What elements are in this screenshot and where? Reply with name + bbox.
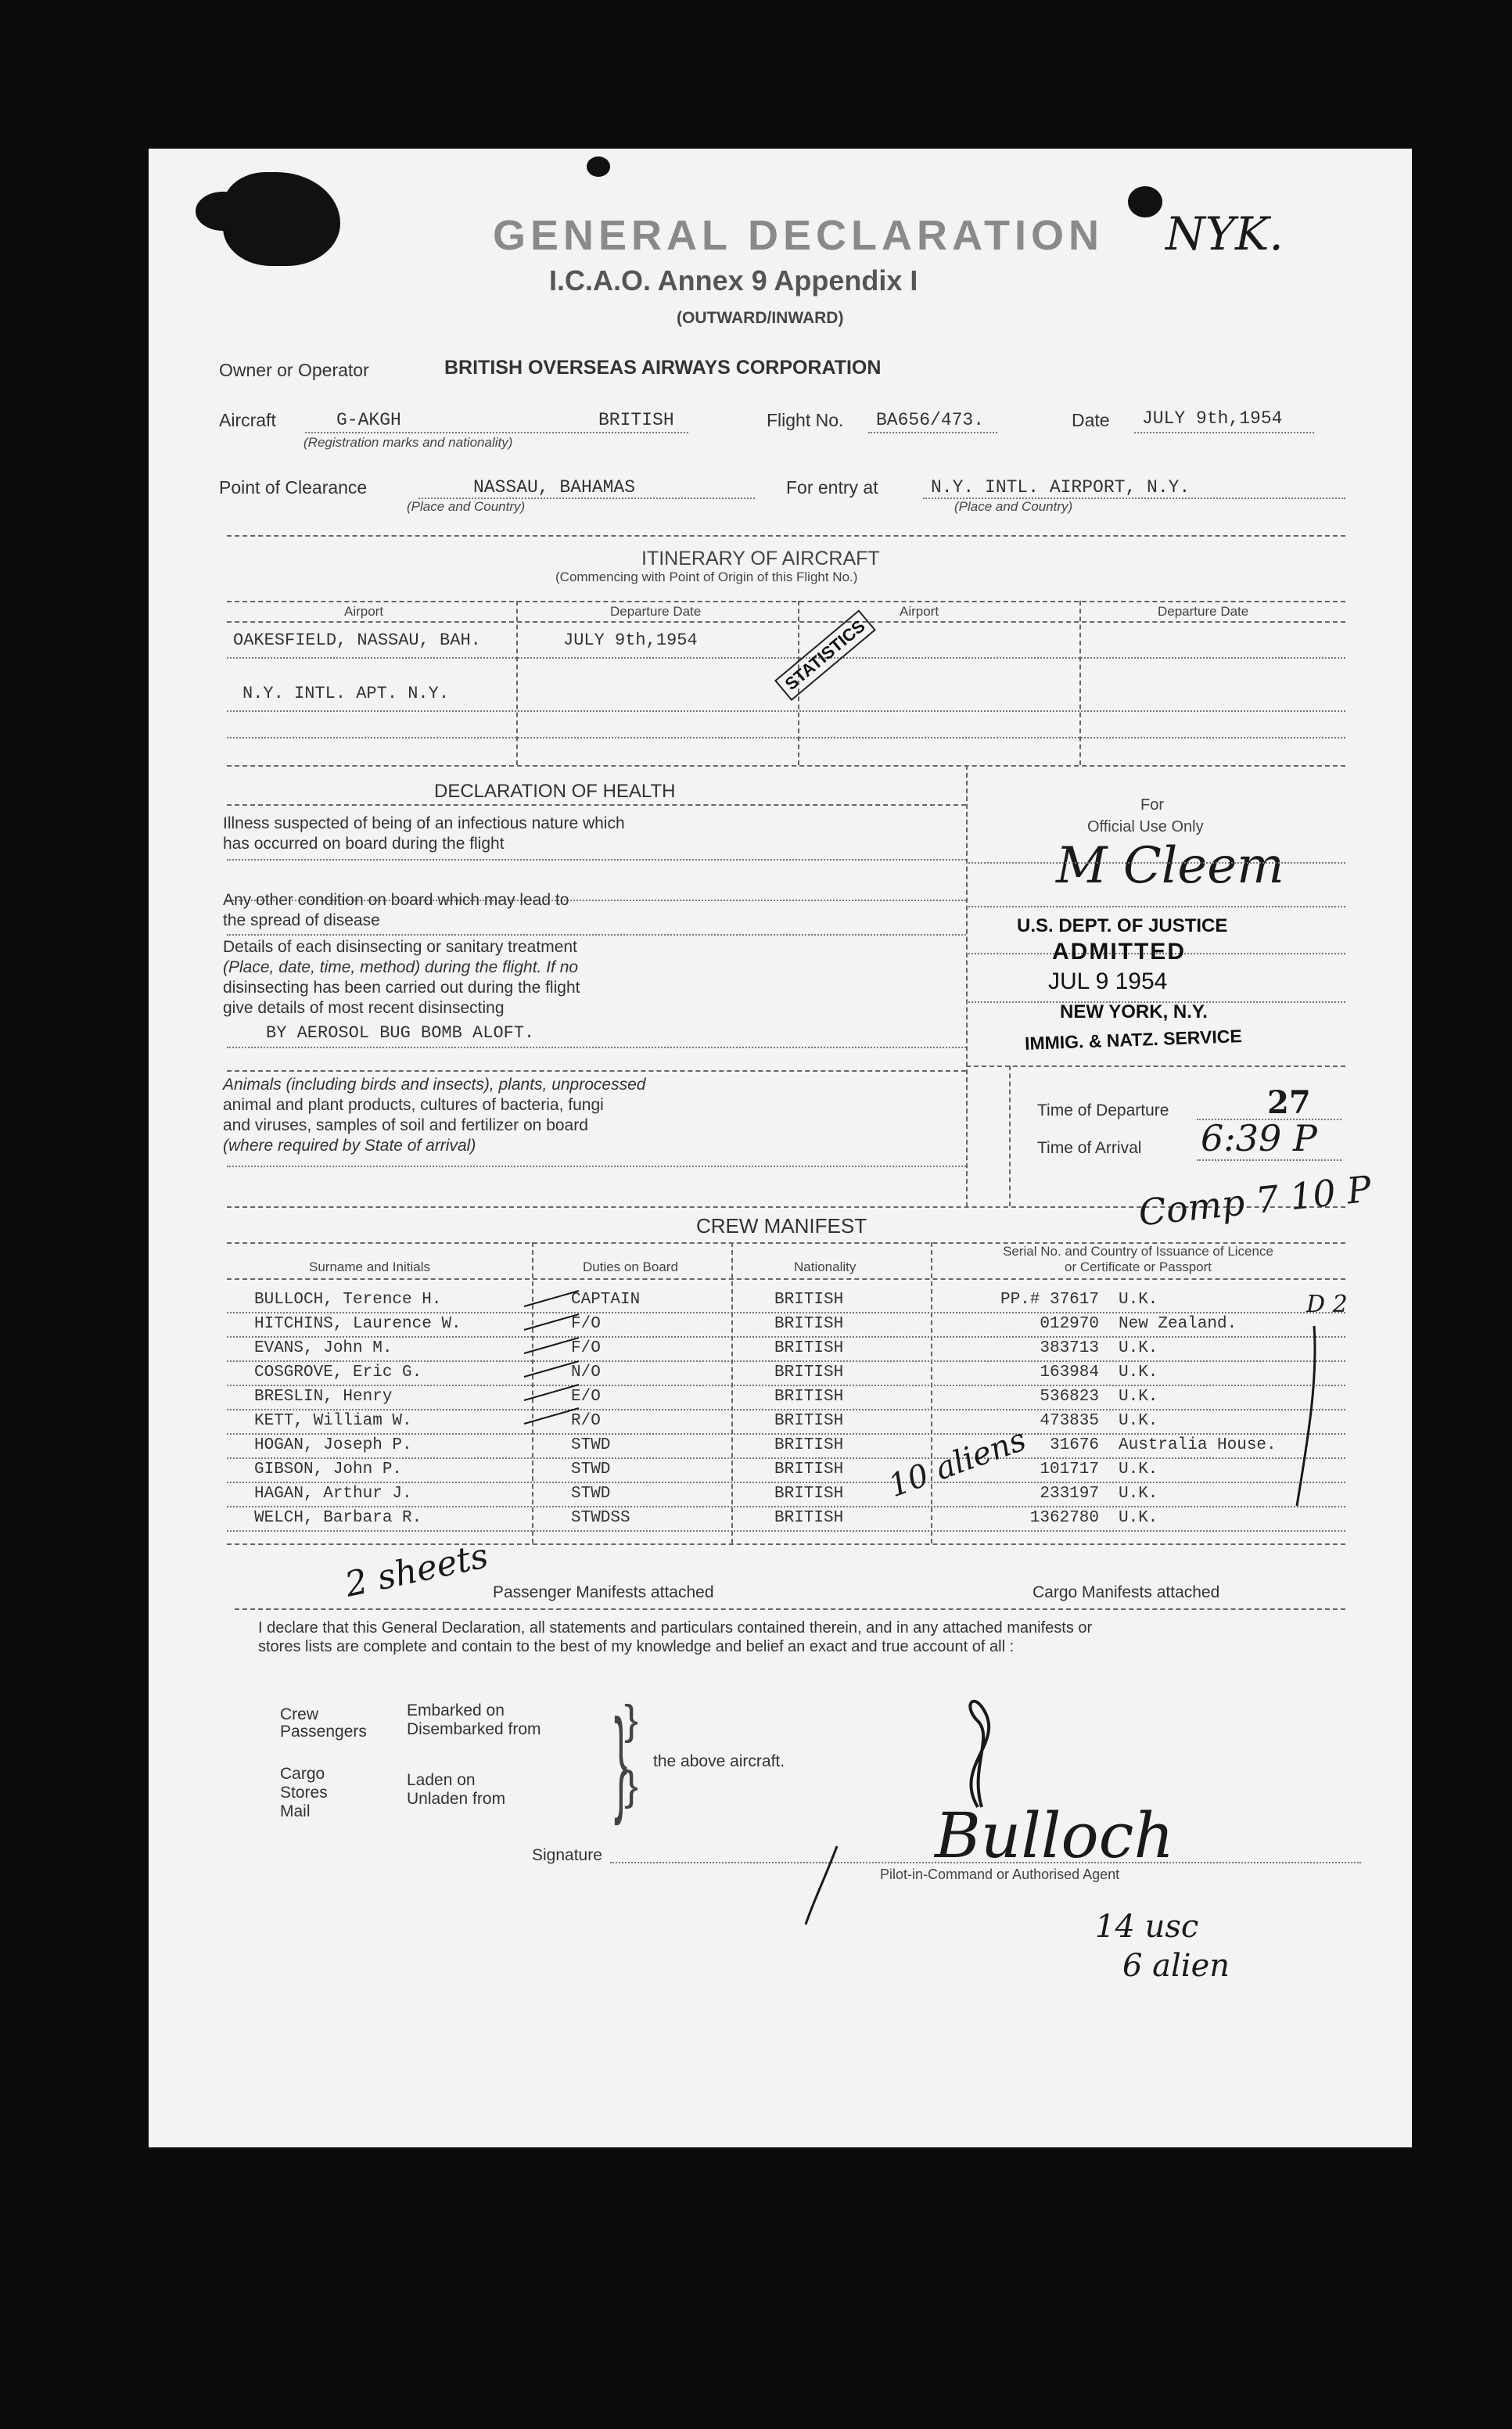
- duty-strike-marks: [516, 1283, 587, 1533]
- crew-name: WELCH, Barbara R.: [254, 1509, 422, 1527]
- flight-number: BA656/473.: [876, 410, 985, 430]
- crew-country: New Zealand.: [1119, 1315, 1237, 1333]
- handwritten-footer-note-2: 6 alien: [1122, 1948, 1230, 1984]
- pilot-signature: Bulloch: [935, 1799, 1174, 1872]
- ink-blot: [196, 192, 250, 231]
- stamp-location: NEW YORK, N.Y.: [1060, 1001, 1208, 1022]
- signature-label: Signature: [532, 1846, 602, 1864]
- aircraft-nationality: BRITISH: [598, 410, 674, 430]
- itinerary-header-airport-2: Airport: [900, 604, 939, 619]
- crew-duty: E/O: [571, 1388, 601, 1406]
- declaration-text-2: stores lists are complete and contain to the best of my knowledge and belief an exact and true account of all :: [258, 1638, 1015, 1655]
- crew-country: U.K.: [1119, 1509, 1158, 1527]
- crew-duty: STWD: [571, 1461, 611, 1479]
- aircraft-registration: G-AKGH: [336, 410, 401, 430]
- mail-label: Mail: [280, 1802, 311, 1820]
- stores-label: Stores: [280, 1784, 328, 1802]
- brace: }: [624, 1697, 639, 1744]
- large-brace: }: [614, 1694, 628, 1826]
- stamp-dept: U.S. DEPT. OF JUSTICE: [1017, 915, 1228, 936]
- date-value: JULY 9th,1954: [1142, 408, 1283, 429]
- crew-nationality: BRITISH: [774, 1291, 844, 1309]
- aircraft-caption: (Registration marks and nationality): [303, 435, 513, 450]
- crew-country: U.K.: [1119, 1364, 1158, 1382]
- crew-nationality: BRITISH: [774, 1461, 844, 1479]
- ink-blot: [1128, 186, 1162, 217]
- crew-duty: N/O: [571, 1364, 601, 1382]
- crew-duty: STWD: [571, 1485, 611, 1503]
- official-signature: M Cleem: [1056, 837, 1284, 895]
- crew-name: EVANS, John M.: [254, 1339, 393, 1357]
- crew-country: Australia House.: [1119, 1436, 1277, 1454]
- departure-time-value: 27: [1267, 1084, 1311, 1121]
- handwritten-corner-note: NYK.: [1165, 207, 1284, 261]
- crew-nationality: BRITISH: [774, 1315, 844, 1333]
- crew-name: HAGAN, Arthur J.: [254, 1485, 412, 1503]
- arrival-time-value: 6:39 P: [1201, 1117, 1317, 1159]
- crew-nationality: BRITISH: [774, 1412, 844, 1430]
- crew-serial: 101717: [1040, 1461, 1099, 1479]
- disinsecting-answer: BY AEROSOL BUG BOMB ALOFT.: [266, 1023, 535, 1043]
- date-label: Date: [1072, 410, 1110, 430]
- health-question-animals: Animals (including birds and insects), plants, unprocessed animal and plant products, cultures of bacteria, fungi and viruses, samples of soil and fertilizer on board (where required by State of arrival): [223, 1076, 646, 1155]
- cargo-label: Cargo: [280, 1765, 325, 1783]
- crew-serial: 1362780: [1029, 1509, 1099, 1527]
- handwritten-completion-note: Comp 7 10 P: [1136, 1167, 1374, 1234]
- direction-label: (OUTWARD/INWARD): [677, 309, 844, 327]
- crew-country: U.K.: [1119, 1461, 1158, 1479]
- crew-title: CREW MANIFEST: [696, 1214, 867, 1238]
- crew-duty: STWD: [571, 1436, 611, 1454]
- embarked-label: Embarked on: [407, 1701, 505, 1719]
- crew-serial: 233197: [1040, 1485, 1099, 1503]
- owner-label: Owner or Operator: [219, 360, 369, 380]
- crew-serial: 383713: [1040, 1339, 1099, 1357]
- crew-header-duty: Duties on Board: [583, 1259, 678, 1274]
- itinerary-row-1-airport: OAKESFIELD, NASSAU, BAH.: [233, 631, 481, 650]
- declaration-form: [149, 149, 1412, 2147]
- crew-serial: 012970: [1040, 1315, 1099, 1333]
- crew-nationality: BRITISH: [774, 1509, 844, 1527]
- pilot-in-command-label: Pilot-in-Command or Authorised Agent: [880, 1867, 1120, 1882]
- entry-value: N.Y. INTL. AIRPORT, N.Y.: [931, 477, 1191, 498]
- crew-label: Crew: [280, 1705, 319, 1723]
- itinerary-row-1-date: JULY 9th,1954: [563, 631, 698, 650]
- crew-country: U.K.: [1119, 1485, 1158, 1503]
- crew-nationality: BRITISH: [774, 1388, 844, 1406]
- crew-header-name: Surname and Initials: [309, 1259, 430, 1274]
- clearance-value: NASSAU, BAHAMAS: [473, 477, 636, 498]
- unladen-label: Unladen from: [407, 1790, 506, 1808]
- crew-header-serial: Serial No. and Country of Issuance of Licence or Certificate or Passport: [1003, 1244, 1273, 1274]
- above-aircraft-label: the above aircraft.: [653, 1752, 785, 1770]
- itinerary-header-date-2: Departure Date: [1158, 604, 1249, 619]
- signature-flourish: [939, 1674, 1017, 1815]
- crew-country: U.K.: [1119, 1388, 1158, 1406]
- health-title: DECLARATION OF HEALTH: [434, 781, 676, 802]
- official-use-label-2: Official Use Only: [1087, 818, 1204, 835]
- clearance-caption: (Place and Country): [407, 499, 526, 514]
- health-question-condition: Any other condition on board which may lead to the spread of disease: [223, 891, 569, 929]
- itinerary-subtitle: (Commencing with Point of Origin of this Flight No.): [555, 570, 858, 584]
- entry-label: For entry at: [786, 477, 878, 498]
- crew-duty: F/O: [571, 1315, 601, 1333]
- crew-header-nationality: Nationality: [794, 1259, 857, 1274]
- flight-label: Flight No.: [767, 410, 844, 430]
- itinerary-title: ITINERARY OF AIRCRAFT: [641, 548, 880, 570]
- crew-serial: 31676: [1049, 1436, 1099, 1454]
- stamp-date: JUL 9 1954: [1048, 968, 1168, 994]
- brace: }: [624, 1762, 639, 1809]
- itinerary-row-2-airport: N.Y. INTL. APT. N.Y.: [242, 684, 450, 703]
- form-subtitle: I.C.A.O. Annex 9 Appendix I: [549, 264, 918, 296]
- crew-serial: 163984: [1040, 1364, 1099, 1382]
- crew-name: BULLOCH, Terence H.: [254, 1291, 442, 1309]
- ink-blot: [587, 156, 610, 177]
- cargo-manifest-label: Cargo Manifests attached: [1033, 1583, 1220, 1601]
- aircraft-label: Aircraft: [219, 410, 276, 430]
- stamp-admitted: ADMITTED: [1052, 939, 1186, 965]
- handwritten-aliens-note: 10 aliens: [884, 1421, 1031, 1505]
- passengers-label: Passengers: [280, 1723, 367, 1741]
- crew-nationality: BRITISH: [774, 1436, 844, 1454]
- crew-name: KETT, William W.: [254, 1412, 412, 1430]
- handwritten-check-mark: [798, 1838, 845, 1932]
- declaration-text-1: I declare that this General Declaration, all statements and particulars contained therein, and in any attached manifests or: [258, 1619, 1093, 1637]
- handwritten-sheets-note: 2 sheets: [341, 1536, 492, 1605]
- crew-serial: 536823: [1040, 1388, 1099, 1406]
- crew-name: HOGAN, Joseph P.: [254, 1436, 412, 1454]
- departure-time-label: Time of Departure: [1037, 1101, 1169, 1119]
- crew-duty: STWDSS: [571, 1509, 630, 1527]
- crew-duty: CAPTAIN: [571, 1291, 641, 1309]
- crew-country: U.K.: [1119, 1412, 1158, 1430]
- crew-name: HITCHINS, Laurence W.: [254, 1315, 462, 1333]
- clearance-label: Point of Clearance: [219, 477, 368, 498]
- health-question-illness: Illness suspected of being of an infectious nature which has occurred on board during the flight: [223, 814, 625, 853]
- passenger-manifest-label: Passenger Manifests attached: [493, 1583, 714, 1601]
- health-question-disinsecting: Details of each disinsecting or sanitary treatment (Place, date, time, method) during the flight. If no disinsecting has been carried out during the flight give details of most recent disinsecting: [223, 938, 580, 1017]
- handwritten-bracket-line: [1283, 1322, 1330, 1510]
- disembarked-label: Disembarked from: [407, 1720, 541, 1738]
- handwritten-side-note: D 2: [1306, 1291, 1348, 1318]
- crew-serial: PP.# 37617: [1000, 1291, 1099, 1309]
- crew-name: BRESLIN, Henry: [254, 1388, 393, 1406]
- crew-duty: F/O: [571, 1339, 601, 1357]
- crew-name: COSGROVE, Eric G.: [254, 1364, 422, 1382]
- crew-serial: 473835: [1040, 1412, 1099, 1430]
- handwritten-footer-note-1: 14 usc: [1095, 1909, 1199, 1945]
- crew-name: GIBSON, John P.: [254, 1461, 403, 1479]
- form-title: GENERAL DECLARATION: [493, 212, 1104, 259]
- crew-duty: R/O: [571, 1412, 601, 1430]
- owner-value: BRITISH OVERSEAS AIRWAYS CORPORATION: [444, 357, 882, 379]
- laden-label: Laden on: [407, 1771, 476, 1789]
- official-use-label-1: For: [1140, 796, 1164, 814]
- itinerary-header-date: Departure Date: [610, 604, 702, 619]
- entry-caption: (Place and Country): [954, 499, 1073, 514]
- stamp-service: IMMIG. & NATZ. SERVICE: [1024, 1026, 1243, 1054]
- arrival-time-label: Time of Arrival: [1037, 1139, 1142, 1157]
- crew-nationality: BRITISH: [774, 1485, 844, 1503]
- crew-country: U.K.: [1119, 1291, 1158, 1309]
- itinerary-header-airport: Airport: [344, 604, 384, 619]
- crew-nationality: BRITISH: [774, 1339, 844, 1357]
- crew-nationality: BRITISH: [774, 1364, 844, 1382]
- statistics-stamp: STATISTICS: [774, 609, 876, 701]
- crew-country: U.K.: [1119, 1339, 1158, 1357]
